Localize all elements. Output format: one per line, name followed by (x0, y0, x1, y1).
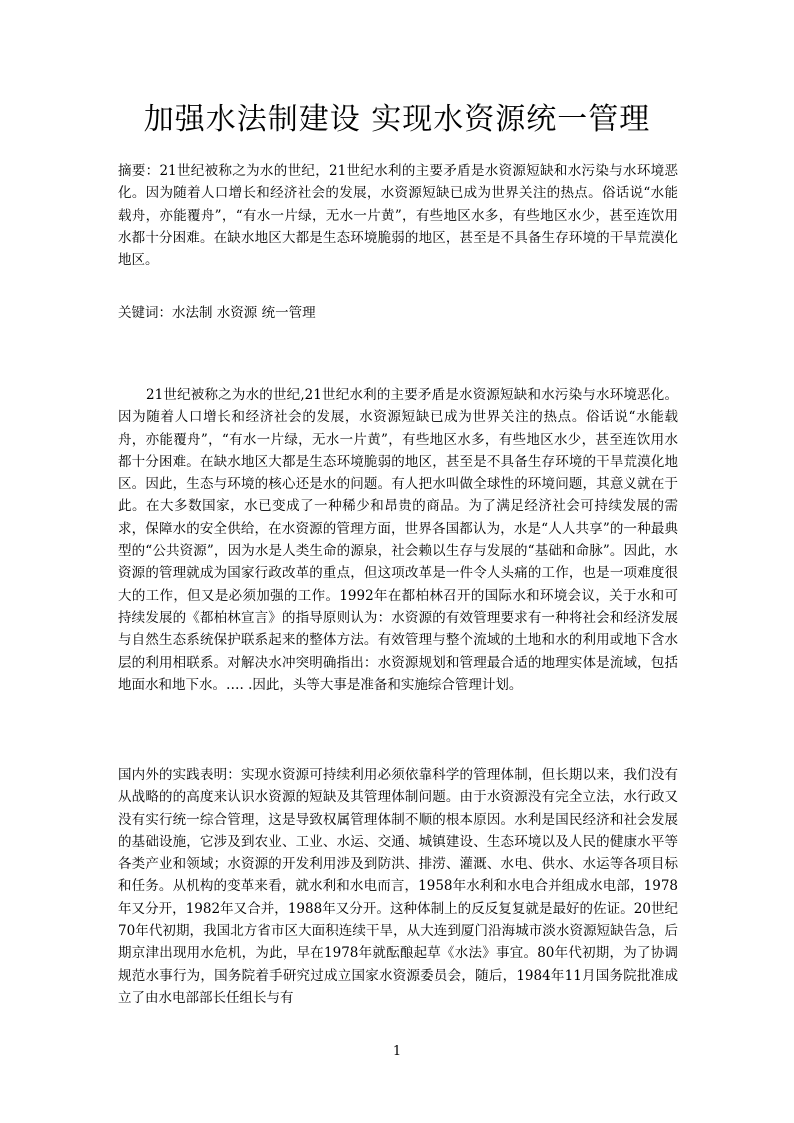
page-number: 1 (392, 1044, 402, 1059)
body-paragraph-2: 国内外的实践表明：实现水资源可持续利用必须依靠科学的管理体制，但长期以来，我们没有从战略的的高度来认识水资源的短缺及其管理体制问题。由于水资源没有完全立法，水行政又没有实行统一综合管理，这是导致权属管理体制不顺的根本原因。水利是国民经济和社会发展的基础设施，它涉及到农业、工业、水运、交通、城镇建设、生态环境以及人民的健康水平等各类产业和领域；水资源的开发利用涉及到防洪、排涝、灌溉、水电、供水、水运等各项目标和任务。从机构的变革来看，就水利和水电而言，1958年水利和水电合并组成水电部，1978年又分开，1982年又合并，1988年又分开。这种体制上的反反复复就是最好的佐证。20世纪70年代初期，我国北方省市区大面积连续干旱，从大连到厦门沿海城市淡水资源短缺告急，后期京津出现用水危机，为此，早在1978年就酝酿起草《水法》事宜。80年代初期，为了协调规范水事行为，国务院着手研究过成立国家水资源委员会，随后，1984年11月国务院批准成立了由水电部部长任组长与有 (118, 767, 678, 1006)
keywords-line: 关键词：水法制 水资源 统一管理 (118, 305, 316, 321)
body-paragraph-1: 21世纪被称之为水的世纪,21世纪水利的主要矛盾是水资源短缺和水污染与水环境恶化。因为随着人口增长和经济社会的发展，水资源短缺已成为世界关注的热点。俗话说“水能载舟，亦能覆舟”，“有水一片绿，无水一片黄”，有些地区水多，有些地区水少，甚至连饮用水都十分困难。在缺水地区大都是生态环境脆弱的地区，甚至是不具备生存环境的干旱荒漠化地区。因此，生态与环境的核心还是水的问题。有人把水叫做全球性的环境问题，其意义就在于此。在大多数国家，水已变成了一种稀少和昂贵的商品。为了满足经济社会可持续发展的需求，保障水的安全供给，在水资源的管理方面，世界各国都认为，水是“人人共享”的一种最典型的“公共资源”，因为水是人类生命的源泉，社会赖以生存与发展的“基础和命脉”。因此，水资源的管理就成为国家行政改革的重点，但这项改革是一件令人头痛的工作，也是一项难度很大的工作，但又是必须加强的工作。1992年在都柏林召开的国际水和环境会议，关于水和可持续发展的《都柏林宣言》的指导原则认为：水资源的有效管理要求有一种将社会和经济发展与自然生态系统保护联系起来的整体方法。有效管理与整个流域的土地和水的利用或地下含水层的利用相联系。对解决水冲突明确指出：水资源规划和管理最合适的地理实体是流域，包括地面水和地下水。…. .因此，头等大事是准备和实施综合管理计划。 (118, 387, 678, 693)
abstract-paragraph: 摘要：21世纪被称之为水的世纪，21世纪水利的主要矛盾是水资源短缺和水污染与水环境恶化。因为随着人口增长和经济社会的发展，水资源短缺已成为世界关注的热点。俗话说“水能载舟，亦能覆舟”，“有水一片绿，无水一片黄”，有些地区水多，有些地区水少，甚至连饮用水都十分困难。在缺水地区大都是生态环境脆弱的地区，甚至是不具备生存环境的干旱荒漠化地区。 (118, 163, 678, 269)
document-title: 加强水法制建设 实现水资源统一管理 (143, 102, 651, 137)
